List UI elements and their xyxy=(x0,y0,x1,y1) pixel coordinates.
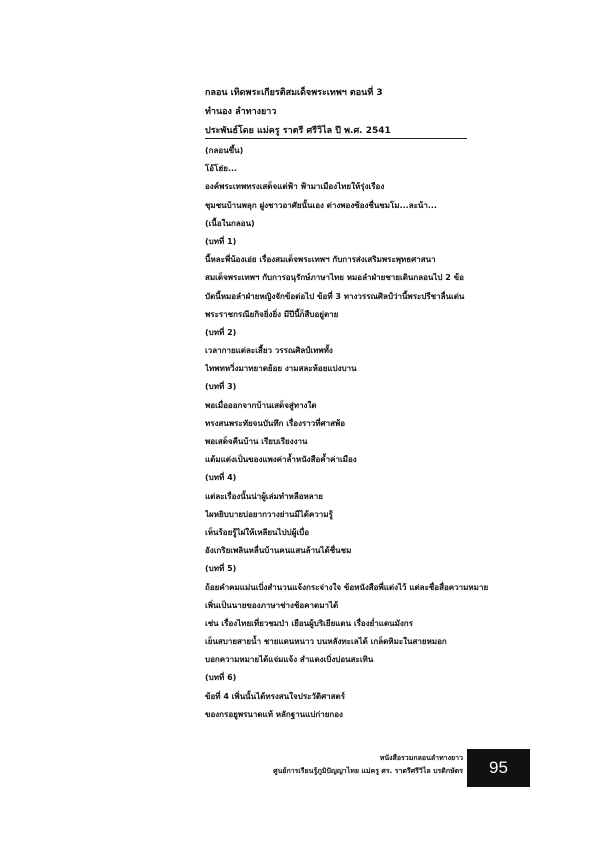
poem-line: ไทพทหวิ่งมาทยาดย้อย งามสละห้อยแบ่งบาน xyxy=(205,364,357,374)
poem-line: พอเมื่อออกจากบ้านเสด็จสู่ทางใด xyxy=(205,400,317,410)
poem-line: เช่น เรื่องไทยเที่ยวชมป่า เยือนผู้บริเยียแดน เรื่องย่ำแดนมังกร xyxy=(205,618,413,628)
poem-line: ของกรอยูพรนาดแท้ หลักฐานแบ่ก่ายกอง xyxy=(205,709,343,719)
poem-line: พอเสด็จคืนบ้าน เรียบเรียงงาน xyxy=(205,437,308,446)
poem-title: กลอน เทิดพระเกียรติสมเด็จพระเทพฯ ตอนที่ 3 xyxy=(205,88,383,98)
poem-genre: ทำนอง ลำทางยาว xyxy=(205,107,277,117)
poem-header xyxy=(205,84,467,141)
poem-line: เห็นร้อยรู้ไผ่ให้เหลียนไปบ่ผู้เบื่อ xyxy=(205,527,310,537)
poem-line: (บทที่ 6) xyxy=(205,673,237,683)
poem-line: แต่ละเรื่องนั้นน่าผู้เล่มทำหลือหลาย xyxy=(205,491,323,501)
footer xyxy=(273,752,463,778)
poem-line: ทรงสนพระทัยจนบันทึก เรื่องราวที่ศาสพ้อ xyxy=(205,418,346,428)
poem-line: ข้อที่ 4 เพิ่นนั้นได้ทรงสนใจประวัติศาสตร์ xyxy=(205,691,346,701)
poem-line: โอ้โฮ่ย... xyxy=(205,164,238,174)
poem-line: พระราชกรณียกิจยิ่งยิ่ง มีปีนี้ก็สืบอยู่ตาย xyxy=(205,309,339,319)
poem-line: เย็นสบายสายน้ำ ชายแดนหนาว บนหลังทะเลได้ เกล็ดหิมะในสายหมอก xyxy=(205,637,447,647)
poem-line: ชุมชนบ้านพลุก ฝูงชาวอาศัยนั้นเอง ต่างพองซ้องชื่นชมโม...ละน้า... xyxy=(205,200,437,210)
poem-line: (บทที่ 1) xyxy=(205,236,237,246)
poem-line: สมเด็จพระเทพฯ กับการอนุรักษ์ภาษาไทย หมอลำฝ่ายชายเดินกลอนไป 2 ข้อ xyxy=(205,273,464,283)
poem-line: ถ้อยคำคมแม่นเบิ่งสำนวนแจ้งกระจ่างใจ ข้อหนังสือพี่แต่งไว้ แต่ละชื่อสื่อความหมาย xyxy=(205,582,489,592)
poem-line: นี้หละพี่น้องเอ่ย เรื่องสมเด็จพระเทพฯ กับการส่งเสริมพระพุทธศาสนา xyxy=(205,255,436,265)
poem-line: (เนื้อในกลอน) xyxy=(205,218,255,228)
poem-line: องค์พระเทพทรงเสด็จแต่ฟ้า ฟ้ามาเมืองไทยให้รุ่งเรือง xyxy=(205,182,385,192)
poem-line: บัดนี้หมอลำฝ่ายหญิงจักข้อต่อไป ข้อที่ 3 ทางวรรณศิลป์ว่านี้พระปรีชาลื่นเด่น xyxy=(205,291,465,301)
poem-line: อังเกริยเพลินหลื่นบ้านคนแสนล้านได้ชื่นชม xyxy=(205,546,352,556)
poem-author: ประพันธ์โดย แม่ครู ราตรี ศรีวิไล ปี พ.ศ. 2541 xyxy=(205,126,391,136)
poem-line: เวลากายแต่ละเสี้ยว วรรณศิลป์เทพทั้ง xyxy=(205,346,333,356)
poem-line: (บทที่ 4) xyxy=(205,473,237,483)
poem-body xyxy=(205,142,525,724)
footer-book-title: หนังสือรวมกลอนลำทางยาว xyxy=(379,754,463,762)
poem-line: (บทที่ 2) xyxy=(205,327,237,337)
footer-organization: ศูนย์การเรียนรู้ภูมิปัญญาไทย แม่ครู ศร. ราตรีศรีวิไล บรติกษัตร xyxy=(273,767,463,775)
poem-line: บอกความหมายได้แจ่มแจ้ง สำแดงเบิ่งบ่อนสะเทิน xyxy=(205,655,374,665)
poem-line: (บทที่ 3) xyxy=(205,382,237,392)
poem-line: (บทที่ 5) xyxy=(205,564,237,574)
header-divider xyxy=(205,138,467,139)
poem-line: ไผหยิบบายบ่อยากวางย่านมีได้ความรู้ xyxy=(205,509,333,519)
poem-line: แต้มแต่งเป็นของแพงค่าล้ำหนังสือค้ำค่าเมือง xyxy=(205,455,357,465)
page-number: 95 xyxy=(467,749,530,787)
poem-line: (กลอนขึ้น) xyxy=(205,146,244,155)
poem-line: เพิ่นเป็นนายของภาษาช่างช้อคาดมาได้ xyxy=(205,600,339,610)
